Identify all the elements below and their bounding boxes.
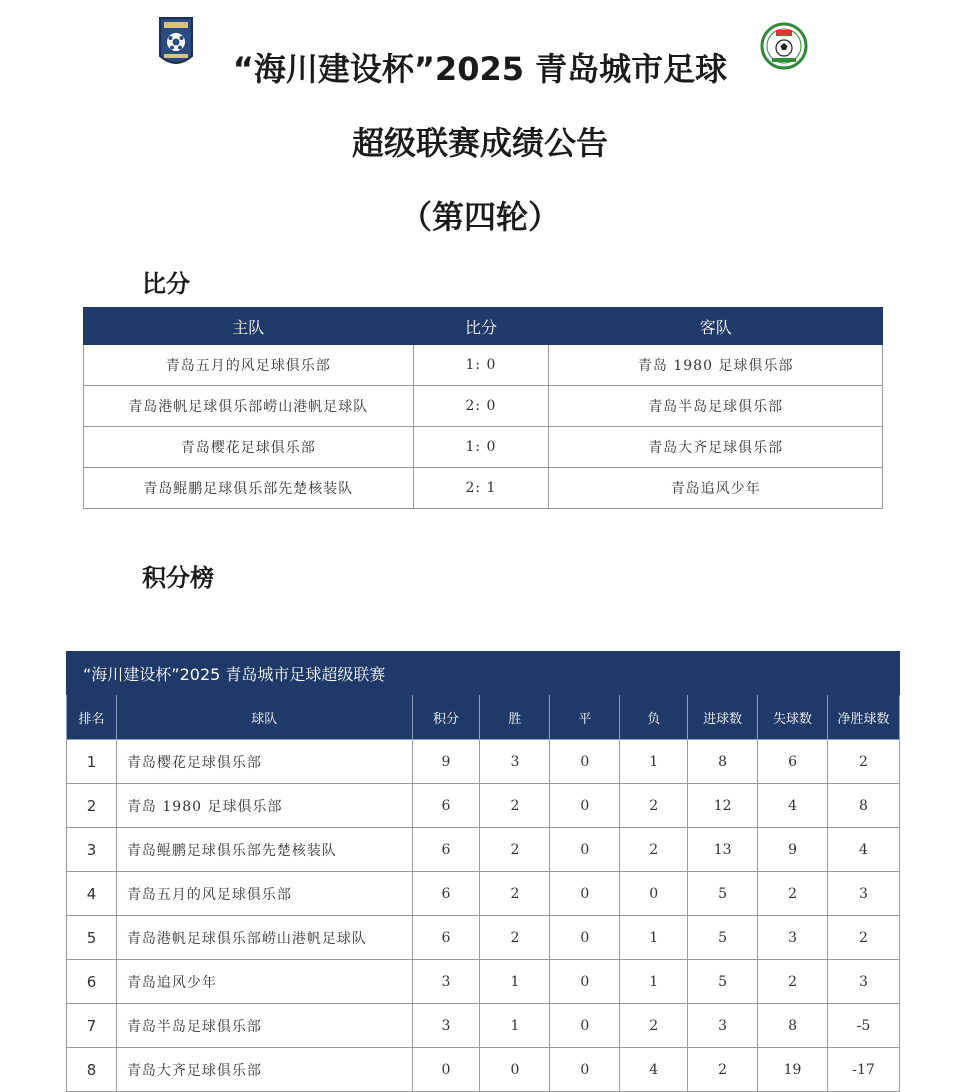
team-name: 青岛 1980 足球俱乐部 <box>116 784 412 828</box>
column-header-score: 比分 <box>413 308 549 345</box>
column-header-team: 球队 <box>116 695 412 740</box>
points: 6 <box>412 916 480 960</box>
goal-difference: 4 <box>828 828 900 872</box>
points: 6 <box>412 872 480 916</box>
page-title: “海川建设杯”2025 青岛城市足球 <box>232 50 728 88</box>
table-row <box>67 872 900 916</box>
points: 6 <box>412 828 480 872</box>
column-header-away: 客队 <box>549 308 883 345</box>
column-header-draws: 平 <box>550 695 620 740</box>
points: 3 <box>412 1004 480 1048</box>
rank: 8 <box>67 1048 117 1092</box>
goal-difference: -17 <box>828 1048 900 1092</box>
goal-difference: 2 <box>828 740 900 784</box>
goals-for: 5 <box>688 872 758 916</box>
standings-section-title: 积分榜 <box>142 564 214 592</box>
away-team: 青岛大齐足球俱乐部 <box>549 427 883 468</box>
draws: 0 <box>550 960 620 1004</box>
table-row <box>84 386 883 427</box>
draws: 0 <box>550 872 620 916</box>
rank: 2 <box>67 784 117 828</box>
scores-section-title: 比分 <box>142 270 190 298</box>
column-header-wins: 胜 <box>480 695 550 740</box>
goals-against: 3 <box>758 916 828 960</box>
home-team: 青岛樱花足球俱乐部 <box>84 427 414 468</box>
goals-against: 6 <box>758 740 828 784</box>
team-name: 青岛鲲鹏足球俱乐部先楚核装队 <box>116 828 412 872</box>
away-team: 青岛追风少年 <box>549 468 883 509</box>
losses: 2 <box>620 1004 688 1048</box>
wins: 0 <box>480 1048 550 1092</box>
draws: 0 <box>550 828 620 872</box>
standings-table <box>66 651 900 1092</box>
losses: 0 <box>620 872 688 916</box>
goals-for: 5 <box>688 916 758 960</box>
draws: 0 <box>550 1004 620 1048</box>
match-score: 1: 0 <box>413 427 549 468</box>
away-team: 青岛 1980 足球俱乐部 <box>549 345 883 386</box>
draws: 0 <box>550 916 620 960</box>
match-score: 1: 0 <box>413 345 549 386</box>
wins: 2 <box>480 784 550 828</box>
column-header-points: 积分 <box>412 695 480 740</box>
column-header-goal-difference: 净胜球数 <box>828 695 900 740</box>
team-name: 青岛半岛足球俱乐部 <box>116 1004 412 1048</box>
column-header-home: 主队 <box>84 308 414 345</box>
wins: 2 <box>480 916 550 960</box>
losses: 1 <box>620 740 688 784</box>
home-team: 青岛鲲鹏足球俱乐部先楚核装队 <box>84 468 414 509</box>
goals-for: 8 <box>688 740 758 784</box>
goals-against: 4 <box>758 784 828 828</box>
team-name: 青岛大齐足球俱乐部 <box>116 1048 412 1092</box>
team-name: 青岛追风少年 <box>116 960 412 1004</box>
table-row <box>67 740 900 784</box>
goal-difference: 2 <box>828 916 900 960</box>
table-row <box>67 1048 900 1092</box>
goal-difference: 3 <box>828 872 900 916</box>
wins: 1 <box>480 960 550 1004</box>
home-team: 青岛港帆足球俱乐部崂山港帆足球队 <box>84 386 414 427</box>
scores-table <box>83 307 883 509</box>
away-team: 青岛半岛足球俱乐部 <box>549 386 883 427</box>
wins: 3 <box>480 740 550 784</box>
goals-against: 8 <box>758 1004 828 1048</box>
losses: 1 <box>620 916 688 960</box>
goal-difference: 3 <box>828 960 900 1004</box>
rank: 4 <box>67 872 117 916</box>
round-label: （第四轮） <box>399 198 560 236</box>
table-row <box>67 828 900 872</box>
standings-caption-row <box>67 652 900 695</box>
rank: 1 <box>67 740 117 784</box>
page-subtitle: 超级联赛成绩公告 <box>351 124 608 162</box>
goals-for: 13 <box>688 828 758 872</box>
rank: 6 <box>67 960 117 1004</box>
wins: 2 <box>480 828 550 872</box>
column-header-goals-against: 失球数 <box>758 695 828 740</box>
points: 6 <box>412 784 480 828</box>
table-row <box>67 1004 900 1048</box>
goals-against: 9 <box>758 828 828 872</box>
column-header-rank: 排名 <box>67 695 117 740</box>
draws: 0 <box>550 1048 620 1092</box>
table-row <box>84 345 883 386</box>
team-name: 青岛港帆足球俱乐部崂山港帆足球队 <box>116 916 412 960</box>
points: 9 <box>412 740 480 784</box>
match-score: 2: 0 <box>413 386 549 427</box>
draws: 0 <box>550 784 620 828</box>
wins: 1 <box>480 1004 550 1048</box>
team-name: 青岛樱花足球俱乐部 <box>116 740 412 784</box>
standings-header-row <box>67 695 900 740</box>
rank: 5 <box>67 916 117 960</box>
goals-against: 2 <box>758 960 828 1004</box>
losses: 4 <box>620 1048 688 1092</box>
table-row <box>67 960 900 1004</box>
scores-header-row <box>84 308 883 345</box>
column-header-goals-for: 进球数 <box>688 695 758 740</box>
losses: 2 <box>620 828 688 872</box>
points: 3 <box>412 960 480 1004</box>
wins: 2 <box>480 872 550 916</box>
table-row <box>84 427 883 468</box>
team-name: 青岛五月的风足球俱乐部 <box>116 872 412 916</box>
goal-difference: 8 <box>828 784 900 828</box>
losses: 2 <box>620 784 688 828</box>
rank: 7 <box>67 1004 117 1048</box>
standings-caption: “海川建设杯”2025 青岛城市足球超级联赛 <box>67 652 900 695</box>
goals-for: 12 <box>688 784 758 828</box>
column-header-losses: 负 <box>620 695 688 740</box>
goal-difference: -5 <box>828 1004 900 1048</box>
goals-for: 2 <box>688 1048 758 1092</box>
table-row <box>67 916 900 960</box>
table-row <box>67 784 900 828</box>
goals-for: 5 <box>688 960 758 1004</box>
points: 0 <box>412 1048 480 1092</box>
table-row <box>84 468 883 509</box>
match-score: 2: 1 <box>413 468 549 509</box>
goals-against: 19 <box>758 1048 828 1092</box>
draws: 0 <box>550 740 620 784</box>
goals-against: 2 <box>758 872 828 916</box>
goals-for: 3 <box>688 1004 758 1048</box>
rank: 3 <box>67 828 117 872</box>
home-team: 青岛五月的风足球俱乐部 <box>84 345 414 386</box>
losses: 1 <box>620 960 688 1004</box>
